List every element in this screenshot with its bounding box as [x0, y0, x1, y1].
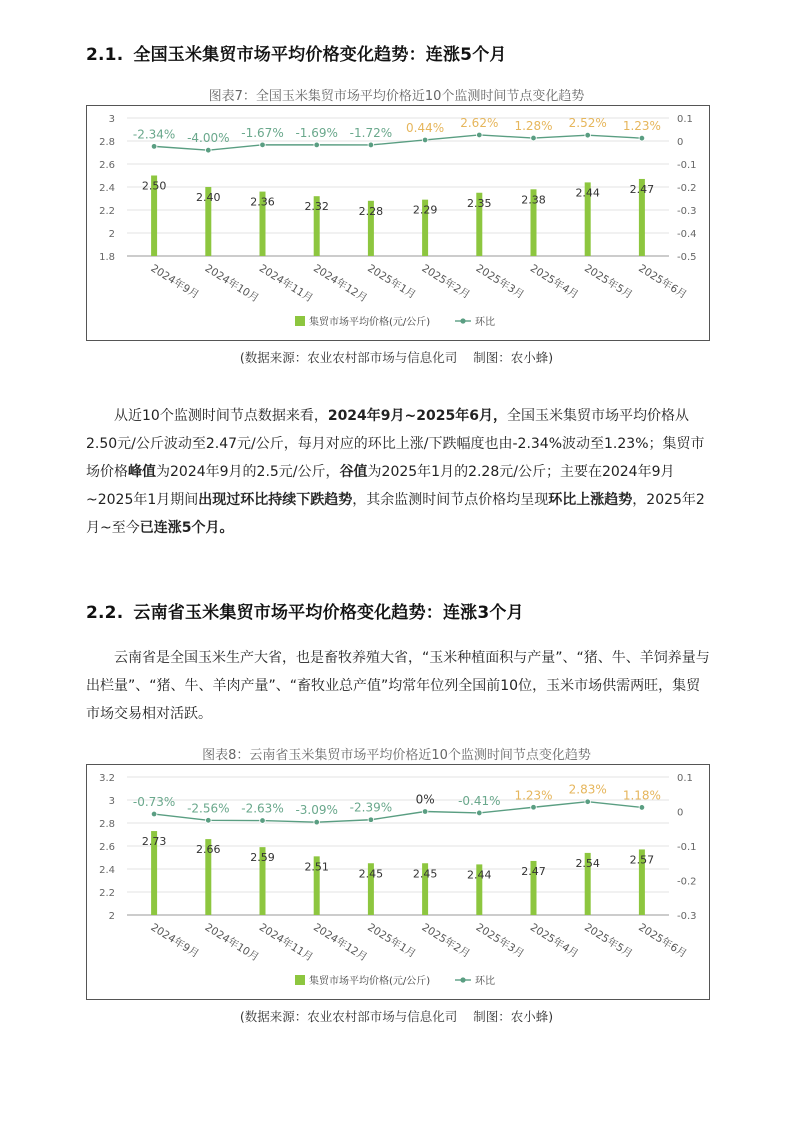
line-value-label: -3.09% [295, 803, 338, 818]
intro-text: 云南省是全国玉米生产大省，也是畜牧养殖大省，“玉米种植面积与产量”、“猪、牛、羊饲养量与出栏量”、“猪、牛、羊肉产量”、“畜牧业总产值”均常年位列全国前10位，玉米市场供需两旺，集贸市场交易相对活跃。 [86, 650, 710, 722]
right-tick-label: 0 [677, 137, 684, 148]
line-point [639, 135, 645, 141]
line-value-label: 2.52% [568, 116, 607, 131]
line-value-label: -2.34% [132, 127, 176, 142]
legend-line-dot [460, 318, 465, 323]
line-value-label: -1.67% [241, 125, 284, 140]
x-tick-label: 2025年2月 [419, 921, 473, 961]
line-value-label: -1.72% [349, 125, 393, 140]
x-tick-label: 2025年3月 [473, 262, 527, 302]
legend-line-label: 环比 [475, 976, 495, 987]
x-tick-label: 2025年1月 [365, 921, 418, 961]
credit-text: 制图：农小蜂) [473, 1009, 554, 1024]
line-point [531, 135, 537, 141]
credit-text: 制图：农小蜂) [473, 350, 554, 365]
x-tick-label: 2025年5月 [582, 262, 635, 302]
bar-value-label: 2.66 [196, 843, 221, 857]
line-point [422, 809, 428, 815]
chart-caption-7: 图表7：全国玉米集贸市场平均价格近10个监测时间节点变化趋势 [208, 89, 585, 104]
x-tick-label: 2025年4月 [527, 262, 581, 302]
line-point [260, 818, 266, 824]
left-tick-label: 2.8 [99, 137, 115, 148]
analysis-paragraph [86, 402, 712, 542]
x-tick-label: 2024年12月 [311, 921, 370, 964]
bold-text: 2024年9月~2025年6月， [327, 408, 507, 424]
bar-value-label: 2.44 [467, 868, 492, 882]
legend-line-dot [460, 977, 465, 982]
x-tick-label: 2024年12月 [311, 262, 370, 305]
x-tick-label: 2025年3月 [473, 921, 527, 961]
left-tick-label: 2.2 [99, 206, 115, 217]
bar-value-label: 2.36 [250, 195, 275, 209]
line-point [260, 142, 266, 148]
line-value-label: -4.00% [187, 131, 230, 146]
line-point [206, 147, 212, 153]
bold-text: 环比上涨趋势 [548, 492, 633, 508]
section-number: 2.1. [86, 45, 124, 65]
x-tick-label: 2024年9月 [148, 262, 202, 302]
line-point [314, 819, 320, 825]
chart-8-frame [86, 764, 710, 1000]
line-value-label: 1.23% [622, 119, 661, 134]
line-point [639, 805, 645, 811]
bar-value-label: 2.45 [412, 867, 438, 881]
left-tick-label: 2.4 [99, 183, 115, 194]
left-tick-label: 2 [108, 229, 115, 240]
left-tick-label: 2.2 [99, 888, 115, 899]
section-title-text: 全国玉米集贸市场平均价格变化趋势：连涨5个月 [133, 45, 507, 65]
line-point [477, 132, 483, 138]
left-tick-label: 3 [108, 796, 115, 807]
bar-value-label: 2.50 [141, 179, 167, 193]
line-value-label: -2.63% [241, 801, 284, 816]
line-value-label: 0.44% [406, 120, 445, 135]
line-point [151, 144, 157, 150]
legend-bar-label: 集贸市场平均价格(元/公斤) [309, 976, 431, 987]
line-value-label: -1.69% [295, 125, 338, 140]
line-value-label: -0.41% [458, 793, 501, 808]
bar-value-label: 2.59 [250, 851, 275, 865]
line-point [206, 818, 212, 824]
x-tick-label: 2025年5月 [582, 921, 635, 961]
line-point [151, 811, 157, 817]
legend-line-label: 环比 [475, 317, 495, 328]
line-point [585, 132, 591, 138]
line-value-label: 1.28% [514, 119, 553, 134]
text-run: ，其余监测时间节点价格均呈现 [352, 492, 549, 508]
x-tick-label: 2025年6月 [636, 921, 689, 961]
text-run: 为2025年1月的2.28元/公斤；主要在2024年9月~2025年1月期间 [86, 464, 675, 508]
chart-7 [87, 106, 709, 340]
right-tick-label: 0.1 [677, 773, 693, 784]
left-tick-label: 3 [108, 114, 115, 125]
source-text: (数据来源：农业农村部市场与信息化司 [239, 350, 458, 365]
line-value-label: -2.56% [187, 801, 230, 816]
left-tick-label: 2.6 [99, 160, 115, 171]
text-run: 为2024年9月的2.5元/公斤， [156, 464, 340, 480]
left-tick-label: 2.6 [99, 842, 115, 853]
bold-text: 出现过环比持续下跌趋势 [198, 492, 353, 508]
x-tick-label: 2024年11月 [256, 921, 316, 964]
bar-value-label: 2.45 [358, 867, 384, 881]
bar-value-label: 2.38 [521, 193, 546, 207]
text-run: 从近10个监测时间节点数据来看， [114, 408, 328, 424]
x-tick-label: 2024年11月 [256, 262, 316, 305]
text-run: 全国玉米集贸市场平均价格从2.50元/公斤波动至2.47元/公斤，每月对应的环比上涨/下跌幅度也由-2.34%波动至1.23%；集贸市场价格 [86, 408, 705, 480]
section-title-2-2 [86, 598, 524, 623]
bar-value-label: 2.35 [467, 196, 492, 210]
legend-bar-swatch [295, 975, 305, 985]
intro-paragraph [86, 644, 712, 728]
legend-bar-label: 集贸市场平均价格(元/公斤) [309, 317, 431, 328]
line-value-label: 2.62% [460, 115, 499, 130]
line-value-label: 1.18% [622, 788, 661, 803]
source-text: (数据来源：农业农村部市场与信息化司 [239, 1009, 458, 1024]
x-tick-label: 2025年1月 [365, 262, 418, 302]
x-tick-label: 2024年9月 [148, 921, 202, 961]
line-value-label: -2.39% [349, 800, 393, 815]
left-tick-label: 2.4 [99, 865, 115, 876]
bold-text: 谷值 [339, 464, 368, 480]
right-tick-label: -0.1 [677, 842, 697, 853]
bar-value-label: 2.44 [575, 186, 600, 200]
chart-caption-8: 图表8：云南省玉米集贸市场平均价格近10个监测时间节点变化趋势 [202, 748, 591, 763]
line-point [368, 142, 374, 148]
analysis-text [86, 402, 712, 542]
bar-value-label: 2.47 [629, 182, 655, 196]
bar-value-label: 2.40 [196, 191, 221, 204]
bar-value-label: 2.54 [575, 856, 600, 870]
x-tick-label: 2024年10月 [202, 262, 261, 305]
x-tick-label: 2025年4月 [527, 921, 581, 961]
left-tick-label: 1.8 [99, 252, 115, 263]
bar-value-label: 2.57 [629, 853, 655, 867]
section-title-2-1 [86, 40, 507, 65]
left-tick-label: 2.8 [99, 819, 115, 830]
data-source-8 [0, 1007, 793, 1025]
right-tick-label: -0.1 [677, 160, 697, 171]
bar-value-label: 2.51 [304, 860, 329, 874]
right-tick-label: -0.2 [677, 183, 697, 194]
section-title-text: 云南省玉米集贸市场平均价格变化趋势：连涨3个月 [133, 603, 524, 623]
bold-text: 已连涨5个月。 [139, 520, 234, 536]
x-tick-label: 2025年2月 [419, 262, 473, 302]
line-value-label: 1.23% [514, 788, 553, 803]
data-source-7 [0, 348, 793, 366]
x-tick-label: 2024年10月 [202, 921, 261, 964]
x-tick-label: 2025年6月 [636, 262, 689, 302]
bar-value-label: 2.47 [521, 864, 546, 878]
line-point [422, 137, 428, 143]
right-tick-label: -0.3 [677, 911, 697, 922]
chart-8 [87, 765, 709, 999]
line-point [368, 817, 374, 823]
line-point [585, 799, 591, 805]
bar-value-label: 2.73 [141, 835, 167, 849]
right-tick-label: -0.3 [677, 206, 697, 217]
right-tick-label: 0.1 [677, 114, 693, 125]
right-tick-label: -0.5 [677, 252, 697, 263]
line-point [531, 804, 537, 810]
right-tick-label: 0 [677, 807, 684, 819]
right-tick-label: -0.4 [677, 229, 697, 240]
bold-text: 峰值 [128, 464, 156, 480]
section-number: 2.2. [86, 603, 124, 623]
legend-bar-swatch [295, 316, 305, 326]
line-point [314, 142, 320, 148]
text-run: ，2025年2月~至今 [86, 492, 705, 536]
line-value-label: 0% [415, 792, 435, 807]
bar-value-label: 2.29 [412, 203, 438, 217]
left-tick-label: 3.2 [99, 773, 115, 784]
bar-value-label: 2.28 [358, 204, 384, 218]
right-tick-label: -0.2 [677, 876, 697, 888]
bar-value-label: 2.32 [304, 200, 329, 214]
line-value-label: -0.73% [132, 795, 176, 810]
line-value-label: 2.83% [568, 782, 607, 797]
chart-7-frame [86, 105, 710, 341]
line-point [477, 810, 483, 816]
left-tick-label: 2 [108, 911, 115, 922]
